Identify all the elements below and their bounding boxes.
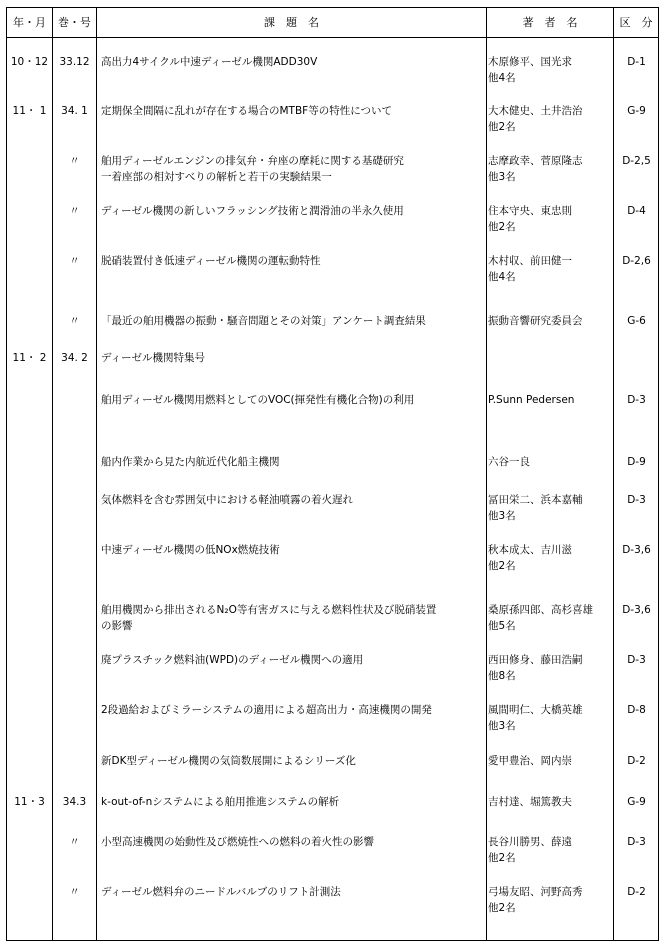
year-month-cell: 11・ 1 <box>12 105 47 117</box>
author-line: 弓場友昭、河野高秀 <box>488 886 583 898</box>
classification-cell: D-2 <box>627 886 646 898</box>
classification-cell: G-9 <box>627 105 646 117</box>
title-cell <box>101 350 486 366</box>
title-line: の影響 <box>101 620 133 632</box>
author-line: 他5名 <box>488 620 516 632</box>
classification-cell: D-3,6 <box>622 544 651 556</box>
authors-cell <box>488 492 612 524</box>
authors-cell <box>488 702 612 734</box>
title-line: 気体燃料を含む雰囲気中における軽油噴霧の着火遅れ <box>101 494 353 506</box>
title-line: 2段過給およびミラーシステムの適用による超高出力・高速機関の開発 <box>101 704 432 716</box>
title-line: 小型高速機関の始動性及び燃焼性への燃料の着火性の影響 <box>101 836 374 848</box>
title-cell <box>101 392 486 408</box>
title-cell <box>101 753 486 769</box>
author-line: 他4名 <box>488 271 516 283</box>
authors-cell <box>488 54 612 86</box>
authors-cell <box>488 454 612 470</box>
author-line: 木村収、前田健一 <box>488 255 572 267</box>
author-line: 桑原孫四郎、高杉喜雄 <box>488 604 593 616</box>
title-line: k-out-of-nシステムによる舶用推進システムの解析 <box>101 796 340 808</box>
title-line: 一着座部の相対すべりの解析と若干の実験結果一 <box>101 171 332 183</box>
authors-cell <box>488 203 612 235</box>
title-line: 舶用ディーゼルエンジンの排気弁・弁座の摩耗に関する基礎研究 <box>101 155 404 167</box>
volume-number-cell: 34. 2 <box>61 352 88 364</box>
author-line: 他2名 <box>488 221 516 233</box>
classification-cell: D-2,5 <box>622 155 651 167</box>
classification-cell: D-3 <box>627 494 646 506</box>
author-line: 木原修平、国光求 <box>488 56 572 68</box>
volume-number-cell: 34. 1 <box>61 105 88 117</box>
author-line: 振動音響研究委員会 <box>488 315 583 327</box>
author-line: 他2名 <box>488 121 516 133</box>
table-header <box>7 8 658 38</box>
title-line: ディーゼル機関特集号 <box>101 352 205 364</box>
year-month-cell: 11・ 2 <box>12 352 47 364</box>
authors-cell <box>488 542 612 574</box>
header-year-month: 年・月 <box>13 16 46 29</box>
author-line: 他3名 <box>488 720 516 732</box>
authors-cell <box>488 103 612 135</box>
author-line: 愛甲豊治、岡内崇 <box>488 755 572 767</box>
volume-number-cell: 〃 <box>69 886 80 898</box>
title-cell <box>101 103 486 119</box>
title-line: 「最近の舶用機器の振動・騒音問題とその対策」アンケート調査結果 <box>101 315 426 327</box>
title-cell <box>101 54 486 70</box>
author-line: 秋本成太、吉川滋 <box>488 544 572 556</box>
author-line: 住本守央、東忠則 <box>488 205 572 217</box>
authors-cell <box>488 652 612 684</box>
title-line: 舶用機関から排出されるN₂O等有害ガスに与える燃料性状及び脱硝装置 <box>101 604 437 616</box>
authors-cell <box>488 313 612 329</box>
title-cell <box>101 153 486 185</box>
title-cell <box>101 834 486 850</box>
header-title: 課 題 名 <box>264 16 319 29</box>
classification-cell: D-4 <box>627 205 646 217</box>
authors-cell <box>488 153 612 185</box>
column-divider <box>486 8 487 940</box>
volume-number-cell: 33.12 <box>59 56 90 68</box>
classification-cell: D-3 <box>627 394 646 406</box>
authors-cell <box>488 753 612 769</box>
title-cell <box>101 454 486 470</box>
author-line: 他3名 <box>488 510 516 522</box>
title-line: 中速ディーゼル機関の低NOx燃焼技術 <box>101 544 280 556</box>
classification-cell: D-1 <box>627 56 646 68</box>
author-line: 他2名 <box>488 852 516 864</box>
volume-number-cell: 〃 <box>69 155 80 167</box>
author-line: 風間明仁、大橋英雄 <box>488 704 583 716</box>
authors-cell <box>488 253 612 285</box>
header-classification: 区 分 <box>619 16 653 29</box>
title-cell <box>101 313 486 329</box>
author-line: 大木健史、土井浩治 <box>488 105 583 117</box>
title-line: ディーゼル燃料弁のニードルバルブのリフト計測法 <box>101 886 341 898</box>
author-line: 志摩政幸、菅原隆志 <box>488 155 583 167</box>
author-line: 六谷一良 <box>488 456 530 468</box>
title-line: 舶用ディーゼル機関用燃料としてのVOC(揮発性有機化合物)の利用 <box>101 394 415 406</box>
title-line: 船内作業から見た内航近代化船主機関 <box>101 456 280 468</box>
title-cell <box>101 794 486 810</box>
title-line: 定期保全間隔に乱れが存在する場合のMTBF等の特性について <box>101 105 393 117</box>
classification-cell: G-6 <box>627 315 646 327</box>
title-cell <box>101 542 486 558</box>
title-cell <box>101 492 486 508</box>
year-month-cell: 10・12 <box>10 56 49 68</box>
author-line: 他3名 <box>488 171 516 183</box>
header-volume-number: 巻・号 <box>58 16 91 29</box>
title-line: ディーゼル機関の新しいフラッシング技術と潤滑油の半永久使用 <box>101 205 404 217</box>
title-cell <box>101 203 486 219</box>
column-divider <box>96 8 97 940</box>
volume-number-cell: 〃 <box>69 836 80 848</box>
title-cell <box>101 702 486 718</box>
classification-cell: D-3,6 <box>622 604 651 616</box>
classification-cell: D-3 <box>627 654 646 666</box>
volume-number-cell: 〃 <box>69 205 80 217</box>
title-line: 廃プラスチック燃料油(WPD)のディーゼル機関への適用 <box>101 654 364 666</box>
title-cell <box>101 652 486 668</box>
author-line: 吉村達、堀篤教夫 <box>488 796 572 808</box>
volume-number-cell: 〃 <box>69 255 80 267</box>
header-authors: 著 者 名 <box>522 16 578 29</box>
authors-cell <box>488 602 612 634</box>
volume-number-cell: 〃 <box>69 315 80 327</box>
publication-table <box>6 7 659 941</box>
column-divider <box>613 8 614 940</box>
authors-cell <box>488 884 612 916</box>
title-line: 高出力4サイクル中速ディーゼル機関ADD30V <box>101 56 318 68</box>
title-cell <box>101 602 486 634</box>
classification-cell: D-3 <box>627 836 646 848</box>
title-cell <box>101 253 486 269</box>
authors-cell <box>488 392 612 408</box>
classification-cell: D-9 <box>627 456 646 468</box>
classification-cell: D-2,6 <box>622 255 651 267</box>
author-line: P.Sunn Pedersen <box>488 394 575 406</box>
classification-cell: G-9 <box>627 796 646 808</box>
author-line: 西田修身、藤田浩嗣 <box>488 654 583 666</box>
author-line: 他2名 <box>488 560 516 572</box>
title-line: 新DK型ディーゼル機関の気筒数展開によるシリーズ化 <box>101 755 356 767</box>
classification-cell: D-2 <box>627 755 646 767</box>
title-cell <box>101 884 486 900</box>
authors-cell <box>488 794 612 810</box>
author-line: 他8名 <box>488 670 516 682</box>
author-line: 冨田栄二、浜本嘉輔 <box>488 494 583 506</box>
classification-cell: D-8 <box>627 704 646 716</box>
volume-number-cell: 34.3 <box>62 796 87 808</box>
year-month-cell: 11・3 <box>14 796 45 808</box>
authors-cell <box>488 834 612 866</box>
author-line: 他2名 <box>488 902 516 914</box>
author-line: 長谷川勝男、薛遠 <box>488 836 572 848</box>
title-line: 脱硝装置付き低速ディーゼル機関の運転動特性 <box>101 255 321 267</box>
author-line: 他4名 <box>488 72 516 84</box>
